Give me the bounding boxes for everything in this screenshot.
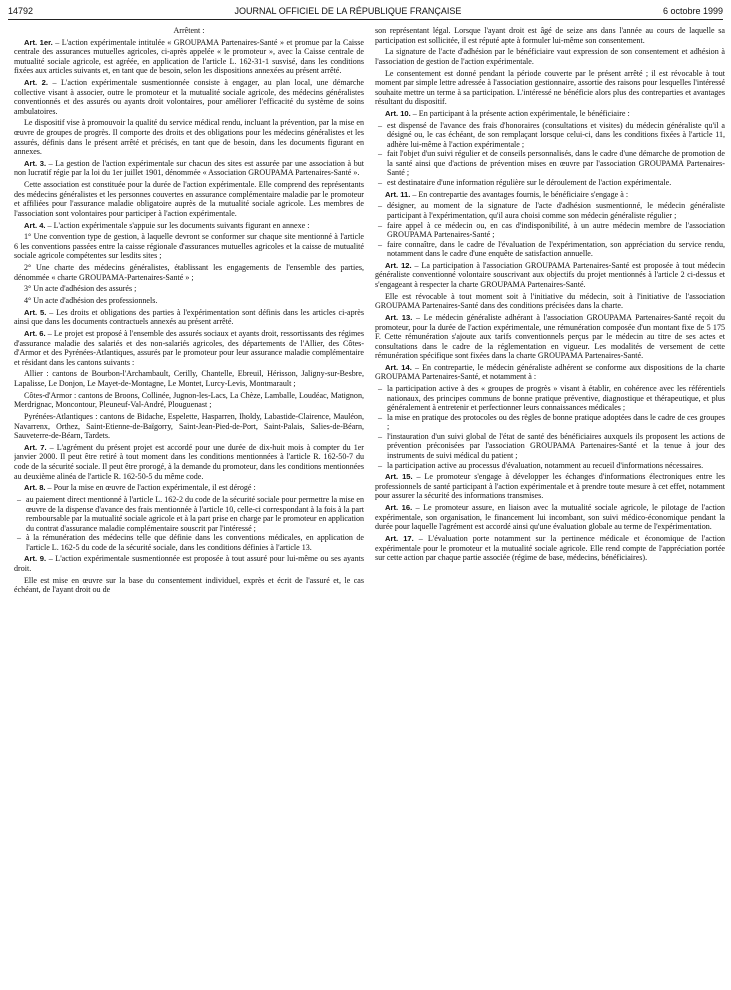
article-text: – En participant à la présente action expérimentale, le bénéficiaire : xyxy=(410,108,630,118)
article-text: – En contrepartie des avantages fournis, le bénéficiaire s'engage à : xyxy=(410,189,629,199)
paragraph: Cette association est constituée pour la durée de l'action expérimentale. Elle comprend des représentants des médecins généralistes et les personnes couvertes en assurance complémentaire maladie par le promoteur et affiliées pour l'assurance maladie obligatoire auprès de la mutualité sociale agricole. Les membres de l'association sont volontaires pour participer à l'action expérimentale. xyxy=(14,180,364,218)
paragraph: La signature de l'acte d'adhésion par le bénéficiaire vaut expression de son consentement et adhésion à l'association de gestion de l'action expérimentale. xyxy=(375,47,725,66)
article-label: Art. 7. xyxy=(24,442,47,452)
derogation-list xyxy=(14,495,364,552)
article-2 xyxy=(14,78,364,116)
article-text: – Le promoteur s'engage à développer les échanges d'informations électroniques entre les professionnels de santé participant à l'action expérimentale et à prendre toute mesure à cet effet, notamment pour assurer la sécurité des informations transmises. xyxy=(375,472,725,501)
article-text: – L'évaluation porte notamment sur la pertinence médicale et économique de l'action expérimentale pour le promoteur et la mutualité sociale agricole. Elle rend compte de l'appréciation portée sur cette action par chaque partie associée (régime de base, médecins, bénéficiaires). xyxy=(375,533,725,563)
article-label: Art. 1er. xyxy=(24,37,53,47)
canton-list-allier: Allier : cantons de Bourbon-l'Archambault, Cerilly, Chantelle, Ebreuil, Hérisson, Jaligny-sur-Besbre, Lapalisse, Le Donjon, Le Mayet-de-Montagne, Le Montet, Lurcy-Levis, Montmarault ; xyxy=(14,369,364,389)
article-text: – En contrepartie, le médecin généraliste adhérent se conforme aux dispositions de la charte GROUPAMA Partenaires-Santé, et notamment à : xyxy=(375,362,725,382)
paragraph: Le dispositif vise à promouvoir la qualité du service médical rendu, incluant la prévention, par la mise en œuvre de groupes de progrès. Il comporte des droits et des obligations pour les médecins généralistes et les assurés, définis dans le présent arrêté et précisés, en tant que de besoin, dans les documents figurant en annexes. xyxy=(14,118,364,157)
paragraph: Le consentement est donné pendant la période couverte par le présent arrêté ; il est révocable à tout moment par simple lettre adressée à l'association gestionnaire, assortie des raisons pour lesquelles l'intéressé souhaite mettre un terme à sa participation. L'intéressé ne bénéficie alors plus des contreparties et avantages résultant du dispositif. xyxy=(375,68,725,107)
list-item: – la participation active à des « groupes de progrès » visant à établir, en cohérence avec les référentiels nationaux, des principes communs de bonne pratique préventive, diagnostique et thérapeutique, et plus généralement à entretenir et perfectionner leurs connaissances médicales ; xyxy=(375,384,725,413)
paragraph: son représentant légal. Lorsque l'ayant droit est âgé de seize ans dans l'année au cours de laquelle sa participation est sollicitée, il est réputé apte à formuler lui-même son consentement. xyxy=(375,26,725,45)
article-14 xyxy=(375,363,725,382)
header-rule xyxy=(8,19,723,20)
arretent-heading: Arrêtent : xyxy=(173,26,205,35)
issue-date: 6 octobre 1999 xyxy=(662,6,723,16)
list-item: 4° Un acte d'adhésion des professionnels. xyxy=(24,296,158,306)
list-item: 3° Un acte d'adhésion des assurés ; xyxy=(24,284,137,294)
article-text: – Le projet est proposé à l'ensemble des assurés sociaux et ayants droit, ressortissants des régimes d'assurance maladie des salariés et des non-salariés agricoles, des départements de l'Allier, des Côtes-d'Armor et des Pyrénées-Atlantiques, assurés par le promoteur pour leur assurance maladie complémentaire et résidant dans les cantons suivants : xyxy=(14,329,364,367)
canton-list-cotes-darmor: Côtes-d'Armor : cantons de Broons, Collinée, Jugnon-les-Lacs, La Chèze, Lamballe, Loudéac, Matignon, Merdrignac, Moncontour, Pleuneuf-Val-André, Plouguenast ; xyxy=(14,390,364,410)
article-12 xyxy=(375,261,725,290)
list-item: – à la rémunération des médecins telle que définie dans les conventions médicales, en application de l'article L. 162-5 du code de la sécurité sociale, dans les conditions définies à l'article 13. xyxy=(14,533,364,552)
page-number: 14792 xyxy=(8,6,34,16)
article-label: Art. 17. xyxy=(385,533,414,543)
list-item: – au paiement direct mentionné à l'article L. 162-2 du code de la sécurité sociale pour permettre la mise en œuvre de la dispense d'avance des frais mentionnée à l'article 10, celle-ci correspondant à la fois à la part remboursable par la mutualité sociale agricole et à la part prise en charge par le promoteur en application du contrat d'assurance maladie complémentaire souscrit par l'intéressé ; xyxy=(14,495,364,533)
article-label: Art. 5. xyxy=(24,307,47,317)
article-text: – L'action expérimentale intitulée « GROUPAMA Partenaires-Santé » et promue par la Caisse centrale des assurances mutuelles agricoles, ci-après appelée « le promoteur », avec la Caisse centrale de mutualité sociale agricole, est agréée, en application de l'article L. 162-31-1 susvisé, dans les conditions fixées aux articles suivants et, en tant que de besoin, selon les dispositions annexées au présent arrêté. xyxy=(14,37,364,76)
article-label: Art. 3. xyxy=(24,158,47,168)
list-item: – faire connaître, dans le cadre de l'évaluation de l'expérimentation, son appréciation du service rendu, notamment dans le cadre d'une enquête de satisfaction annuelle. xyxy=(375,240,725,259)
article-4 xyxy=(14,221,364,231)
article-label: Art. 10. xyxy=(385,108,411,118)
article-6 xyxy=(14,329,364,367)
article-text: – L'action expérimentale s'appuie sur les documents suivants figurant en annexe : xyxy=(45,220,310,230)
commitment-list xyxy=(375,201,725,258)
article-text: – Le médecin généraliste adhérant à l'association GROUPAMA Partenaires-Santé reçoit du promoteur, pour la durée de l'action expérimentale, une rémunération composée d'un montant fixe de 5 175 F. Cette rémunération s'ajoute aux tarifs conventionnels perçus par le médecin au titre de ses actes et consultations dans le cadre de la réglementation en vigueur. Les modalités de versement de cette rémunération spécifique sont fixées dans la charte GROUPAMA Partenaires-Santé. xyxy=(375,313,725,361)
left-column xyxy=(14,26,364,984)
right-column xyxy=(375,26,725,984)
article-11 xyxy=(375,190,725,200)
list-item: – l'instauration d'un suivi global de l'état de santé des bénéficiaires auxquels ils proposent les actions de prévention préconisées par l'association GROUPAMA Partenaires-Santé et la tenue à jour des instruments de suivi médical du patient ; xyxy=(375,432,725,461)
article-label: Art. 2. xyxy=(24,78,49,88)
article-label: Art. 12. xyxy=(385,260,412,270)
list-item: – la mise en pratique des protocoles ou des règles de bonne pratique adoptées dans le cadre de ces groupes ; xyxy=(375,413,725,432)
paragraph: Elle est révocable à tout moment soit à l'initiative du médecin, soit à l'initiative de l'association GROUPAMA Partenaires-Santé dans des conditions précisées dans la charte. xyxy=(375,291,725,311)
article-text: – L'action expérimentale susmentionnée est proposée à tout assuré pour lui-même ou ses ayants droit. xyxy=(14,554,364,573)
list-item: – est destinataire d'une information régulière sur le déroulement de l'action expérimentale. xyxy=(375,178,725,188)
journal-title: JOURNAL OFFICIEL DE LA RÉPUBLIQUE FRANÇAISE xyxy=(234,6,462,16)
article-15 xyxy=(375,472,725,501)
list-item: 1° Une convention type de gestion, à laquelle devront se conformer sur chaque site mentionné à l'article 6 les conventions passées entre la caisse régionale d'assurances mutuelles agricoles et la caisse de mutualité sociale agricole compétentes sur lesdits sites ; xyxy=(14,232,364,261)
article-text: – Le promoteur assure, en liaison avec la mutualité sociale agricole, le pilotage de l'action expérimentale, son organisation, le financement lui incombant, son suivi médico-économique pendant la durée pour laquelle l'agrément est accordé ainsi qu'une évaluation globale au terme de l'expérimentation. xyxy=(375,503,725,532)
article-text: – La gestion de l'action expérimentale sur chacun des sites est assurée par une association à but non lucratif régie par la loi du 1er juillet 1901, dénommée « Association GROUPAMA Partenaires-Santé ». xyxy=(14,158,364,178)
article-label: Art. 13. xyxy=(385,313,413,322)
article-9 xyxy=(14,554,364,573)
article-13 xyxy=(375,313,725,361)
article-label: Art. 15. xyxy=(385,472,413,482)
article-17 xyxy=(375,534,725,563)
article-text: – L'agrément du présent projet est accordé pour une durée de dix-huit mois à compter du 1er janvier 2000. Il peut être retiré à tout moment dans les conditions mentionnées à l'article R. 162-50-7 du code de la sécurité sociale. Il peut être prorogé, à la demande du promoteur, dans les conditions mentionnées au deuxième alinéa de l'article R. 162-50-5 du même code. xyxy=(14,442,364,481)
charter-obligation-list xyxy=(375,384,725,470)
article-3 xyxy=(14,159,364,178)
article-5 xyxy=(14,308,364,327)
article-label: Art. 9. xyxy=(24,554,47,564)
list-item: – la participation active au processus d'évaluation, notamment au recueil d'informations nécessaires. xyxy=(375,461,725,471)
article-label: Art. 11. xyxy=(385,189,411,199)
article-1 xyxy=(14,38,364,76)
beneficiary-list xyxy=(375,121,725,188)
article-label: Art. 8. xyxy=(24,483,46,493)
canton-list-pyrenees: Pyrénées-Atlantiques : cantons de Bidache, Espelette, Hasparren, Iholdy, Labastide-Clairence, Mauléon, Navarrenx, Orthez, Saint-Etienne-de-Baïgorry, Saint-Jean-Pied-de-Port, Saint-Palais, Salies-de-Béarn, Sauveterre-de-Béarn, Tardets. xyxy=(14,412,364,441)
article-label: Art. 4. xyxy=(24,220,46,230)
article-16 xyxy=(375,503,725,532)
list-item: – faire appel à ce médecin ou, en cas d'indisponibilité, à un autre médecin membre de l'association GROUPAMA Partenaires-Santé ; xyxy=(375,221,725,240)
paragraph: Elle est mise en œuvre sur la base du consentement individuel, exprès et écrit de l'assuré et, le cas échéant, de l'ayant droit ou de xyxy=(14,575,364,595)
article-text: – L'action expérimentale susmentionnée consiste à engager, au plan local, une démarche collective visant à associer, outre le promoteur et la mutualité sociale agricole, des médecins généralistes conventionnés et des assurés ou ayants droit volontaires, pour améliorer l'efficacité du système de soins ambulatoires. xyxy=(14,78,364,116)
article-label: Art. 6. xyxy=(24,329,46,339)
article-10 xyxy=(375,109,725,119)
article-text: – Pour la mise en œuvre de l'action expérimentale, il est dérogé : xyxy=(45,483,256,493)
page-header xyxy=(8,4,723,18)
article-text: – La participation à l'association GROUPAMA Partenaires-Santé est proposée à tout médecin généraliste conventionné volontaire souscrivant aux objectifs du projet mentionnés à l'article 2 ci-dessus et s'engageant à respecter la charte GROUPAMA Partenaires-Santé. xyxy=(375,260,725,289)
article-text: – Les droits et obligations des parties à l'expérimentation sont définis dans les articles ci-après ainsi que dans les documents contractuels annexés au présent arrêté. xyxy=(14,307,364,327)
list-item: 2° Une charte des médecins généralistes, établissant les engagements de l'ensemble des parties, dénommée « charte GROUPAMA-Partenaires-Santé » ; xyxy=(14,263,364,282)
list-item: – désigner, au moment de la signature de l'acte d'adhésion susmentionné, le médecin généraliste participant à l'expérimentation, qu'il aura choisi comme son médecin généraliste régulier ; xyxy=(375,201,725,220)
list-item: – est dispensé de l'avance des frais d'honoraires (consultations et visites) du médecin généraliste qu'il a désigné ou, le cas échéant, de son remplaçant lorsque celui-ci, dans les conditions fixées à l'article 11, adhère lui-même à l'action expérimentale ; xyxy=(375,121,725,150)
article-7 xyxy=(14,443,364,481)
list-item: – fait l'objet d'un suivi régulier et de conseils personnalisés, dans le cadre d'une démarche de promotion de la santé ainsi que d'actions de prévention mises en œuvre par l'association GROUPAMA Partenaires-Santé ; xyxy=(375,149,725,178)
article-label: Art. 16. xyxy=(385,503,413,513)
article-8 xyxy=(14,483,364,493)
article-label: Art. 14. xyxy=(385,362,412,372)
